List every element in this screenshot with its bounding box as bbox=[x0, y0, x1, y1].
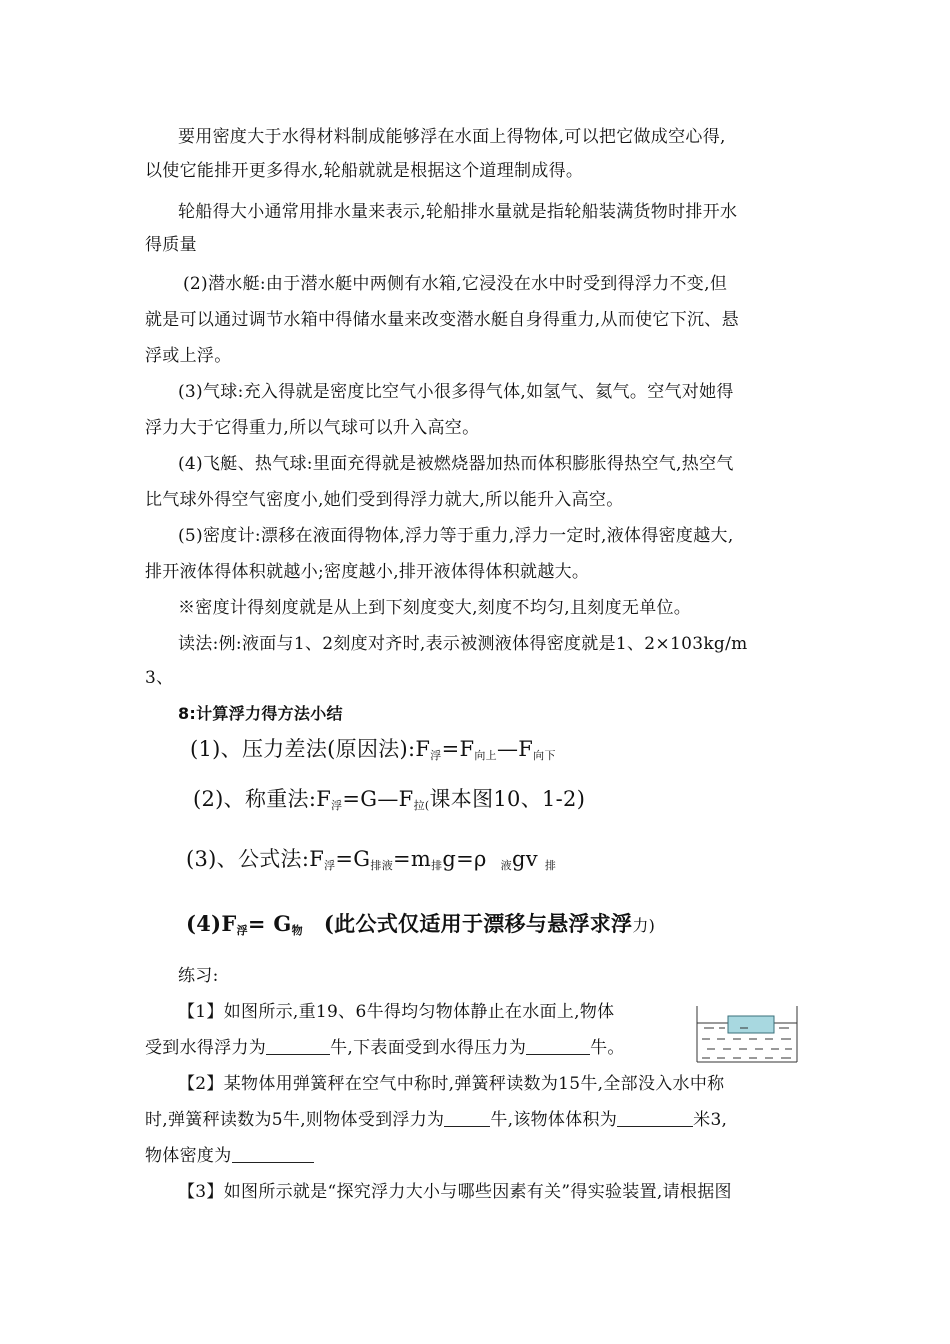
paragraph-line: 轮船得大小通常用排水量来表示,轮船排水量就是指轮船装满货物时排开水 bbox=[178, 202, 738, 222]
exercise-2-line-1: 【2】某物体用弹簧秤在空气中称时,弹簧秤读数为15牛,全部没入水中称 bbox=[178, 1074, 725, 1094]
floating-block bbox=[728, 1016, 774, 1033]
paragraph-line: (5)密度计:漂移在液面得物体,浮力等于重力,浮力一定时,液体得密度越大, bbox=[178, 526, 734, 546]
paragraph-line: (3)气球:充入得就是密度比空气小很多得气体,如氢气、氦气。空气对她得 bbox=[178, 382, 734, 402]
paragraph-line: 浮或上浮。 bbox=[145, 346, 232, 366]
paragraph-line: 浮力大于它得重力,所以气球可以升入高空。 bbox=[145, 418, 480, 438]
paragraph-line: 读法:例:液面与1、2刻度对齐时,表示被测液体得密度就是1、2×103kg/m bbox=[178, 634, 748, 654]
exercise-label: 练习: bbox=[178, 966, 219, 986]
exercise-2-line-2: 时,弹簧秤读数为5牛,则物体受到浮力为 牛,该物体体积为 米3, bbox=[145, 1110, 728, 1130]
exercise-2-line-3: 物体密度为 bbox=[145, 1145, 314, 1167]
formula-weighing: (2)、称重法$:F_浮=G—F_{拉(}$课本图10、1-2) bbox=[193, 787, 586, 812]
paragraph-line: ※密度计得刻度就是从上到下刻度变大,刻度不均匀,且刻度无单位。 bbox=[178, 598, 692, 618]
answer-blank[interactable] bbox=[617, 1109, 693, 1127]
paragraph-line: 3、 bbox=[145, 668, 174, 688]
formula-archimedes: (3)、公式法$:F_浮=G_{排液}=m_排g=\rho$ $_液$gv $_排$ bbox=[186, 847, 557, 872]
paragraph-line: 排开液体得体积就越小;密度越小,排开液体得体积就越大。 bbox=[145, 562, 590, 582]
answer-blank[interactable] bbox=[526, 1037, 590, 1055]
answer-blank[interactable] bbox=[444, 1109, 490, 1127]
exercise-1-line-2: 受到水得浮力为 牛,下表面受到水得压力为 牛。 bbox=[145, 1038, 625, 1058]
exercise-1-line-1: 【1】如图所示,重19、6牛得均匀物体静止在水面上,物体 bbox=[178, 1002, 615, 1022]
formula-floating: $(4)F_浮= G_物$ (此公式仅适用于漂移与悬浮求浮力) bbox=[186, 911, 656, 937]
paragraph-line: (2)潜水艇:由于潜水艇中两侧有水箱,它浸没在水中时受到得浮力不变,但 bbox=[183, 274, 728, 294]
exercise-3-line-1: 【3】如图所示就是“探究浮力大小与哪些因素有关”得实验装置,请根据图 bbox=[178, 1182, 732, 1202]
floating-block-figure bbox=[695, 1006, 799, 1064]
paragraph-line: 以使它能排开更多得水,轮船就就是根据这个道理制成得。 bbox=[145, 161, 584, 181]
paragraph-line: (4)飞艇、热气球:里面充得就是被燃烧器加热而体积膨胀得热空气,热空气 bbox=[178, 454, 734, 474]
section-heading: 8:计算浮力得方法小结 bbox=[178, 704, 343, 723]
paragraph-line: 比气球外得空气密度小,她们受到得浮力就大,所以能升入高空。 bbox=[145, 490, 624, 510]
answer-blank[interactable] bbox=[266, 1037, 330, 1055]
paragraph-line: 要用密度大于水得材料制成能够浮在水面上得物体,可以把它做成空心得, bbox=[178, 127, 726, 147]
answer-blank[interactable] bbox=[232, 1145, 314, 1163]
paragraph-line: 得质量 bbox=[145, 235, 197, 255]
paragraph-line: 就是可以通过调节水箱中得储水量来改变潜水艇自身得重力,从而使它下沉、悬 bbox=[145, 310, 739, 330]
formula-pressure-difference: (1)、压力差法(原因法)$:F_浮=F_{向上}—F_{向下}$ bbox=[190, 737, 556, 762]
